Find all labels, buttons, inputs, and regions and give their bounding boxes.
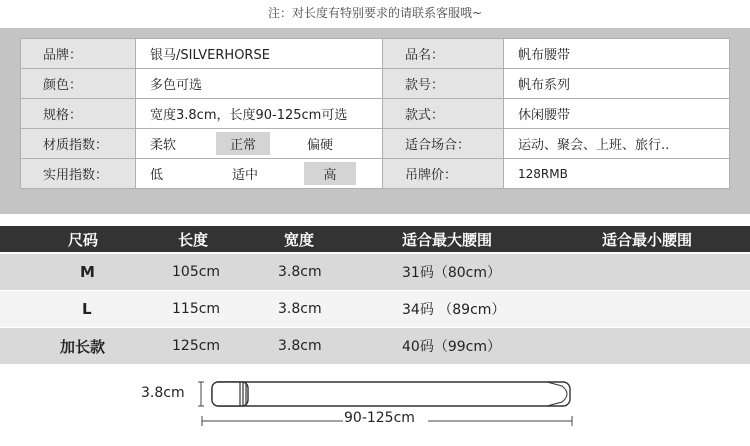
practical-label: 实用指数： [21,159,136,189]
color-value: 多色可选 [136,69,383,99]
name-label: 品名： [383,39,504,69]
belt-diagram [190,376,580,432]
belt-outline [212,382,570,406]
header-min-waist: 适合最小腰围 [602,230,693,249]
max-waist-cell: 34码 （89cm） [402,302,506,318]
material-option-normal: 正常 [216,132,270,155]
max-waist-cell: 31码（80cm） [402,265,501,281]
belt-width-label: 3.8cm [141,385,185,401]
spec-table [20,38,730,189]
occasion-label: 适合场合： [383,129,504,159]
belt-length-label: 90-125cm [344,410,415,426]
brand-label: 品牌： [21,39,136,69]
practical-option-low: 低 [150,168,164,183]
spec-panel [0,28,750,214]
header-width: 宽度 [284,230,315,249]
header-size: 尺码 [68,230,99,249]
header-max-waist: 适合最大腰围 [402,230,493,249]
model-label: 款号： [383,69,504,99]
price-value: 128RMB [504,159,730,189]
size-cell: M [80,263,95,281]
name-value: 帆布腰带 [504,39,730,69]
practical-option-medium: 适中 [231,168,258,183]
width-cell: 3.8cm [278,301,322,317]
width-cell: 3.8cm [278,338,322,354]
spec-row-brand [21,39,730,69]
length-cell: 105cm [172,264,221,280]
material-option-hard: 偏硬 [306,138,333,153]
material-label: 材质指数： [21,129,136,159]
color-label: 颜色： [21,69,136,99]
size-row-m [0,254,750,290]
size-row-extended [0,328,750,364]
spec-row-size [21,99,730,129]
length-cell: 115cm [172,301,221,317]
size-cell: 加长款 [60,337,106,356]
size-table-header [0,226,750,252]
practical-options [136,159,383,189]
spec-row-material [21,129,730,159]
spec-row-color [21,69,730,99]
spec-label: 规格： [21,99,136,129]
style-label: 款式： [383,99,504,129]
size-cell: L [82,300,92,318]
belt-buckle [212,382,248,406]
length-dimension-line [202,416,572,426]
material-option-soft: 柔软 [150,138,177,153]
max-waist-cell: 40码（99cm） [402,339,501,355]
width-dimension-marker [198,382,204,406]
length-cell: 125cm [172,338,221,354]
model-value: 帆布系列 [504,69,730,99]
spec-value: 宽度3.8cm，长度90-125cm可选 [136,99,383,129]
occasion-value: 运动、聚会、上班、旅行.. [504,129,730,159]
style-value: 休闲腰带 [504,99,730,129]
brand-value: 银马/SILVERHORSE [136,39,383,69]
spec-row-practical [21,159,730,189]
width-cell: 3.8cm [278,264,322,280]
price-label: 吊牌价： [383,159,504,189]
custom-length-note: 注：对长度有特别要求的请联系客服哦~ [267,6,483,20]
size-row-l [0,291,750,327]
material-options [136,129,383,159]
header-length: 长度 [178,230,209,249]
practical-option-high: 高 [304,162,356,185]
